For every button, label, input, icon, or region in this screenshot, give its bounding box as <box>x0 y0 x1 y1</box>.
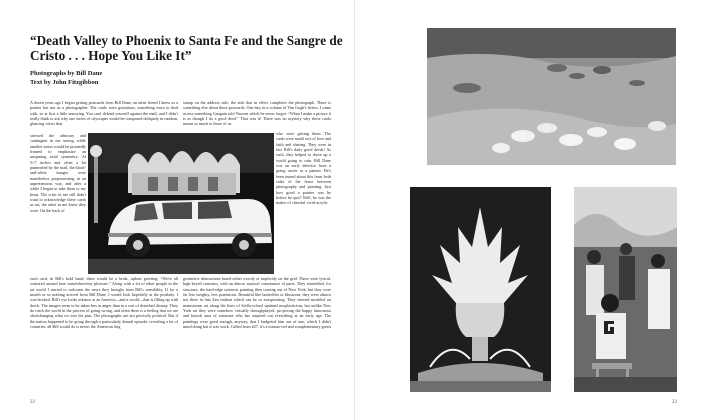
page-number-right: 23 <box>672 400 677 405</box>
street-car-image <box>88 133 274 274</box>
photo-spectators <box>574 187 677 392</box>
body-text-block-2: stressed the arbitrary and contingent in our seeing, while another series would be pointedly framed to emphasize an unsparing axial symmetry. At 5×7 inches and often a bit pummeled by the mail, the black-and-white images were nonetheless prepossessing in an unpretentious way, and after a while I began to take them to my heart. The critic in me still didn't want to acknowledge these cards as art; the artist in me knew they were. On the back of <box>30 133 86 213</box>
photo-street-car <box>88 133 274 274</box>
article-title: “Death Valley to Phoenix to Santa Fe and the Sangre de Cristo . . . Hope You Like It” <box>30 33 343 63</box>
photo-pond-birds <box>427 28 676 165</box>
body-text-block-5: who were getting them. The cards were small acts of love and faith and sharing. They were in fact Bill's daily good deeds! As such, they helped to shore up a world going to ruin. Bill Dane was an early defector from a going career as a painter. He's been teased about this from both sides of the fence between photography and painting. Just how good a painter was he before he quit? Well, he was the maker of cheerful vivid-acrylic <box>276 131 331 206</box>
page-gutter <box>354 0 355 420</box>
photo-fountain <box>410 187 551 392</box>
pond-birds-image <box>427 28 676 165</box>
fountain-image <box>410 187 551 392</box>
body-text-block-3: each card, in Bill's bold hand, there would be a brisk, upbeat greeting: “We're all scattered around here somewhere/my pleasure.” Along with a lot of other people in the art world I started to welcome the news they brought from Bill's sensibility. If for a month or so nothing arrived from Bill Dane, I would look hopefully at the postlady. I was hooked. Bill's eye looks askance at an America—and a world—that is filling up with dreck. The images seem to be taken less in anger than in a sort of detached dismay. They do catch the world in the process of going wrong, and often there is a feeling that we are shortchanging what we owe the past. The photographs are not precisely political. But if the nation happened to be going through a particularly dismal episode, revealing a lot of countries, all Bill would do is invert the American flag <box>30 276 178 330</box>
body-text-block-6: geometric abstractions based either overtly or implicitly on the grid. These were lyrical, high-keyed canvases, with an almost musical consonance of parts. They resembled, for structure, the hard-edge systemic painting then coming out of New York, but they were far less weighty, less portentous. Beautiful like butterflies or blossoms, they were almost not there in that Zen fashion which can be so exasperating. They seemed modeled on mainstream art along the lines of Stella-school updated neoplasticism, but unlike New York art they were somehow virtually throughplayed, projecting the happy innocuous and boyish aura of someone who has emptied out everything at an early age. The paintings were good enough, anyway, that I budgeted him out of one, which I didn't mind doing but it was work. Called from #27, it's a tomato-red and complementary green <box>183 276 331 330</box>
body-text-block-4: stamp on the address side, the side that in effect completes the photograph. There is something else about these postcards. One day, in a volume of Van Gogh's letters, I came across something Gauguin told Vincent which he never forgot: “When I make a picture it is as though I do a good deed.” That was it! There was no mystery why these cards meant so much to those of us <box>183 100 331 127</box>
body-text-block-1: A dozen years ago I began getting postcards from Bill Dane, an artist friend I knew as a painter but not as a photographer. The cards were gratuitous, something extra to deal with, so at first a little annoying. You can't defend yourself against the mail, and I didn't really think to ask why one series of cityscapes would be composed obliquely in random, glancing views that <box>30 100 178 127</box>
page-number-left: 22 <box>30 400 35 405</box>
photographs-credit: Photographs by Bill Dane <box>30 70 103 77</box>
article-credits <box>30 70 102 87</box>
spectators-image <box>574 187 677 392</box>
text-credit: Text by John Fitzgibbon <box>30 78 99 86</box>
